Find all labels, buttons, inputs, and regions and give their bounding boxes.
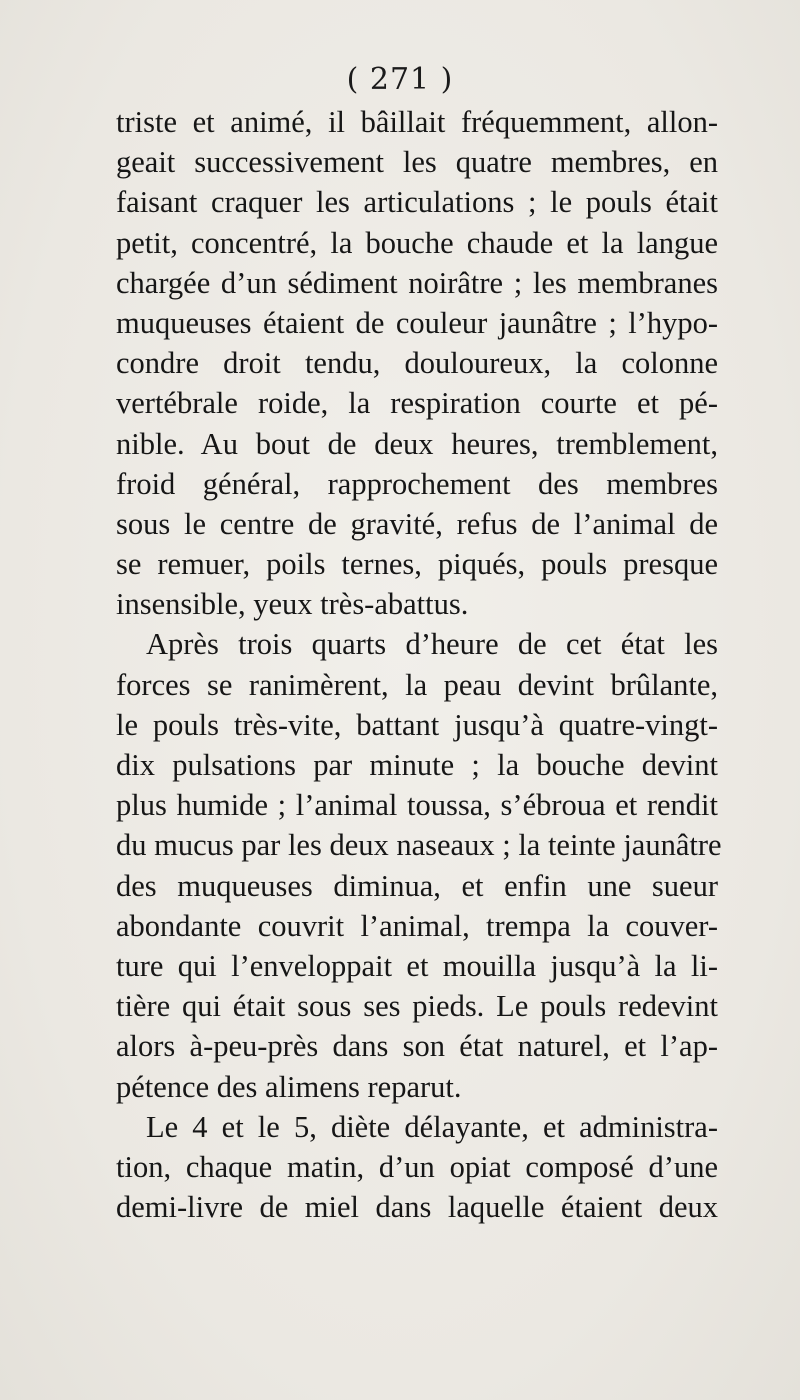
paragraph-3 (116, 1107, 718, 1228)
body-text (116, 102, 722, 1227)
text-line: forces se ranimèrent, la peau devint brûlante, (116, 667, 718, 702)
paragraph-2 (116, 624, 722, 1106)
text-line: vertébrale roide, la respiration courte et pé- (116, 386, 718, 421)
text-line: dix pulsations par minute ; la bouche devint (116, 748, 718, 782)
text-line: tion, chaque matin, d’un opiat composé d’une (116, 1149, 718, 1184)
text-line: Le 4 et le 5, diète délayante, et administra- (146, 1109, 718, 1144)
text-line: des muqueuses diminua, et enfin une sueur (116, 868, 718, 903)
text-line: muqueuses étaient de couleur jaunâtre ; l’hypo- (116, 305, 718, 340)
text-line: alors à-peu-près dans son état naturel, et l’ap- (116, 1029, 718, 1064)
text-line: plus humide ; l’animal toussa, s’ébroua et rendit (116, 788, 718, 823)
text-line: petit, concentré, la bouche chaude et la langue (116, 225, 718, 260)
text-line: nible. Au bout de deux heures, tremblement, (116, 426, 718, 461)
text-line: chargée d’un sédiment noirâtre ; les membranes (116, 265, 718, 300)
text-line: sous le centre de gravité, refus de l’animal de (116, 506, 718, 541)
text-line: se remuer, poils ternes, piqués, pouls presque (116, 547, 718, 582)
page-number: ( 271 ) (346, 62, 454, 97)
text-line: insensible, yeux très-abattus. (116, 587, 469, 622)
text-line: demi-livre de miel dans laquelle étaient deux (116, 1190, 718, 1225)
text-line: du mucus par les deux naseaux ; la teinte jaunâtre (116, 828, 722, 863)
text-line: geait successivement les quatre membres, en (116, 145, 718, 180)
text-line: triste et animé, il bâillait fréquemment, allon- (116, 105, 718, 139)
text-line: froid général, rapprochement des membres (116, 466, 718, 501)
text-line: pétence des alimens reparut. (116, 1069, 462, 1104)
text-line: tière qui était sous ses pieds. Le pouls redevint (116, 989, 718, 1024)
text-line: abondante couvrit l’animal, trempa la couver- (116, 908, 718, 943)
text-line: ture qui l’enveloppait et mouilla jusqu’à la li- (116, 948, 718, 983)
text-line: condre droit tendu, douloureux, la colonne (116, 346, 718, 381)
text-line: Après trois quarts d’heure de cet état les (146, 627, 718, 662)
paragraph-1 (116, 102, 718, 624)
text-line: le pouls très-vite, battant jusqu’à quatre-vingt- (116, 707, 718, 742)
text-line: faisant craquer les articulations ; le pouls était (116, 185, 718, 220)
